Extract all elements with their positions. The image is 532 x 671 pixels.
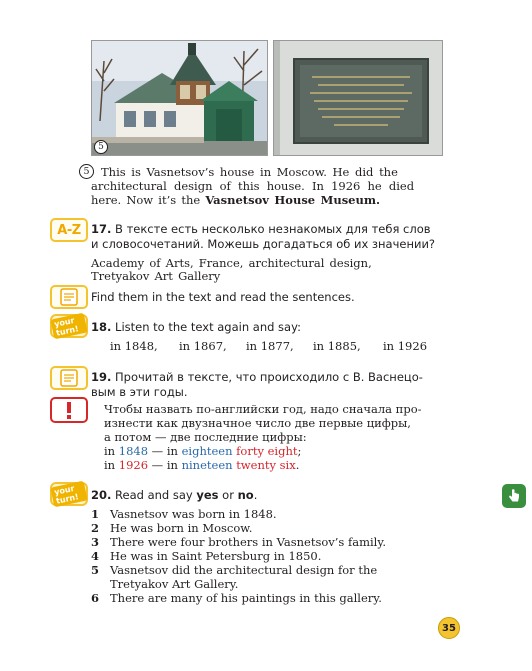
ex20-instruction: 20. Read and say yes or no. xyxy=(91,488,258,502)
photo-number-badge xyxy=(94,140,108,154)
yes-word: yes xyxy=(196,488,219,502)
ex19-number: 19. xyxy=(91,370,112,384)
ex17-line-2: и словосочетаний. Можешь догадаться об их значении? xyxy=(91,237,436,251)
rule-warning-badge xyxy=(50,397,88,423)
exclamation-icon xyxy=(59,400,79,420)
ex17-words-1: Academy of Arts, France, architectural design, xyxy=(91,256,372,270)
hand-pointer-icon xyxy=(506,488,522,504)
rule-line-1: Чтобы назвать по-английски год, надо сначала про- xyxy=(104,402,422,416)
ex20-item-3-number: 3 xyxy=(91,535,100,549)
ex20-item-5-cont: Tretyakov Art Gallery. xyxy=(110,577,239,591)
az-badge: A-Z xyxy=(50,218,88,242)
ex20-item-6: There are many of his paintings in this gallery. xyxy=(110,591,382,605)
ex17-line-1: 17. В тексте есть несколько незнакомых для тебя слов xyxy=(91,222,431,236)
caption-number: 5 xyxy=(83,166,90,177)
notebook-icon xyxy=(58,288,80,306)
house-illustration xyxy=(92,41,268,156)
notebook-icon xyxy=(58,369,80,387)
ex20-item-1-number: 1 xyxy=(91,507,100,521)
notebook-badge-19 xyxy=(50,366,88,390)
year-1848: 1848 xyxy=(118,444,149,458)
ex20-item-5-number: 5 xyxy=(91,563,100,577)
ex20-item-5: Vasnetsov did the architectural design for the xyxy=(110,563,378,577)
ex20-item-4: He was in Saint Petersburg in 1850. xyxy=(110,549,322,563)
year-second-part: forty eight xyxy=(236,444,298,458)
ex20-item-4-number: 4 xyxy=(91,549,100,563)
ex18-year-1: in 1848, xyxy=(110,339,158,353)
ex20-item-2: He was born in Moscow. xyxy=(110,521,253,535)
ex20-number: 20. xyxy=(91,488,112,502)
caption-line-3: here. Now it’s the Vasnetsov House Museum. xyxy=(91,193,381,207)
ex19-line-1: 19. Прочитай в тексте, что происходило с В. Васнецо- xyxy=(91,370,423,384)
ex20-item-2-number: 2 xyxy=(91,521,100,535)
ex20-item-6-number: 6 xyxy=(91,591,100,605)
rule-example-2: in 1926 — in nineteen twenty six. xyxy=(104,458,300,472)
no-word: no xyxy=(237,488,254,502)
ex18-year-3: in 1877, xyxy=(246,339,294,353)
photo-number: 5 xyxy=(98,142,104,152)
rule-example-1: in 1848 — in eighteen forty eight; xyxy=(104,444,302,458)
ex20-item-1: Vasnetsov was born in 1848. xyxy=(110,507,277,521)
vasnetsov-house-photo xyxy=(91,40,268,156)
ex20-item-3: There were four brothers in Vasnetsov’s family. xyxy=(110,535,386,549)
ex17-words-2: Tretyakov Art Gallery xyxy=(91,269,221,283)
ex17-number: 17. xyxy=(91,222,112,236)
rule-line-3: а потом — две последние цифры: xyxy=(104,430,307,444)
year-first-part-2: nineteen xyxy=(181,458,233,472)
ex18-year-5: in 1926 xyxy=(383,339,428,353)
caption-line-1: This is Vasnetsov’s house in Moscow. He did the xyxy=(101,165,398,179)
page-number: 35 xyxy=(442,622,456,634)
find-instruction: Find them in the text and read the sentences. xyxy=(91,290,355,304)
year-1926: 1926 xyxy=(118,458,149,472)
year-second-part-2: twenty six xyxy=(236,458,296,472)
memorial-plaque-photo xyxy=(273,40,443,156)
ex18-instruction: 18. Listen to the text again and say: xyxy=(91,320,301,334)
year-first-part: eighteen xyxy=(181,444,233,458)
caption-line-2: architectural design of this house. In 1926 he died xyxy=(91,179,415,193)
museum-name: Vasnetsov House Museum. xyxy=(205,193,381,207)
notebook-badge xyxy=(50,285,88,309)
ex19-line-2: вым в эти годы. xyxy=(91,385,188,399)
ex18-year-2: in 1867, xyxy=(179,339,227,353)
page-number-badge xyxy=(438,617,460,639)
your-turn-badge-20: your turn! xyxy=(50,482,88,506)
ex18-year-4: in 1885, xyxy=(313,339,361,353)
audio-hand-button[interactable] xyxy=(502,484,526,508)
rule-line-2: изнести как двузначное число две первые цифры, xyxy=(104,416,411,430)
ex18-number: 18. xyxy=(91,320,112,334)
your-turn-badge-18: your turn! xyxy=(50,314,88,338)
plaque-illustration xyxy=(274,41,443,156)
caption-number-badge xyxy=(79,164,94,179)
